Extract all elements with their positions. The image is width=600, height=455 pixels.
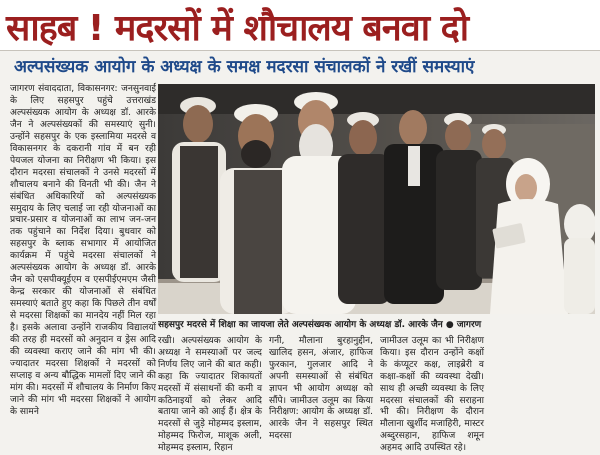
article-column-1 [158,336,262,455]
article-column-3 [380,336,484,455]
photo-illustration [158,84,595,314]
subheadline-band [0,52,600,78]
article-left-column [10,84,156,419]
news-photo [158,84,595,314]
column-text: गनी, मौलाना बुरहानुद्दीन, खालिद हसन, अंजार, हाफिज फुरकान, गुलजार आदि ने अपनी समस्याओं से संबंधित ज्ञापन भी आयोग अध्यक्ष को सौंपे। जामीउल उलूम का किया निरीक्षण: आयोग के अध्यक्ष डॉ. आरके जैन ने सहसपुर स्थित मदरसा [269,336,373,442]
divider [0,50,600,51]
headline: साहब ! मदरसों में शौचालय बनवा दो [6,8,469,49]
column-text: रखी। अल्पसंख्यक आयोग के अध्यक्ष ने समस्याओं पर जल्द निर्णय लिए जाने की बात कही। कहा कि ज्यादातर शिकायतों मदरसों में संसाधनों की कमी व कठिनाइयों को लेकर आदि बताया जाने को आई हैं। क्षेत्र के मदरसों से जुड़े मोहम्मद इस्लाम, मोहम्मद फिरोज, माशूक अली, मोहम्मद इस्लाम, रिहान [158,336,262,454]
left-column-text: जागरण संवाददाता, विकासनगर: जनसुनवाई के लिए सहसपुर पहुंचे उत्तराखंड अल्पसंख्यक आयोग के अध्यक्ष डॉ. आरके जैन ने अल्पसंख्यकों की समस्याएं सुनी। उन्होंने सहसपुर के एक इस्लामिया मदरसे व विकासनगर के दकरानी गांव में बन रही पेयजल योजना का निरीक्षण भी किया। इस दौरान मदरसा संचालकों ने उनसे मदरसों में शौचालय बनाने की विनती भी की। जैन ने संबंधित अधिकारियों को अल्पसंख्यक समुदाय के लिए चलाई जा रही योजनाओं का प्रचार-प्रसार व योजनाओं का लाभ जन-जन तक पहुंचाने का निर्देश दिया। बुधवार को सहसपुर के ब्लाक सभागार में आयोजित कार्यक्रम में पहुंचे मदरसा संचालकों ने अल्पसंख्यक आयोग के अध्यक्ष डॉ. आरके जैन को एसपीक्यूईएम व एसपीईएमएम जैसी केन्द्र सरकार की योजनाओं से संबंधित समस्याएं बताते हुए कहा कि पिछले तीन वर्षों से मदरसा शिक्षकों का मानदेय नहीं मिल रहा है। इसके अलावा उन्होंने राजकीय विद्यालयों की तरह ही मदरसों को अनुदान व ड्रेस आदि की व्यवस्था कराए जाने की मांग भी की। ज्यादातर मदरसा शिक्षकों ने मदरसों को सप्लाइ व अन्य बौद्धिक मामलों दिए जाने की मांग की। मदरसों में शौचालय के निर्माण किए जाने की मांग भी मदरसा शिक्षकों ने आयोग के सामने [10,84,156,417]
column-text: जामीउल उलूम का भी निरीक्षण किया। इस दौरान उन्होंने कक्षों के कंप्यूटर कक्ष, लाइब्रेरी व कक्षा-कक्षों की व्यवस्था देखी। साथ ही अच्छी व्यवस्था के लिए मदरसा संचालकों की सराहना भी की। निरीक्षण के दौरान मौलाना खुर्शीद मजाहिरी, मास्टर अब्दुरसहान, हाफिज शमून अहमद आदि उपस्थित रहे। [380,336,484,454]
photo-caption: सहसपुर मदरसे में शिक्षा का जायजा लेते अल्पसंख्यक आयोग के अध्यक्ष डॉ. आरके जैन ● जागरण [158,320,482,330]
subheadline: अल्पसंख्यक आयोग के अध्यक्ष के समक्ष मदरसा संचालकों ने रखीं समस्याएं [14,57,475,77]
headline-band [0,0,600,50]
article-bottom-columns [158,336,595,454]
article-column-2 [269,336,373,443]
